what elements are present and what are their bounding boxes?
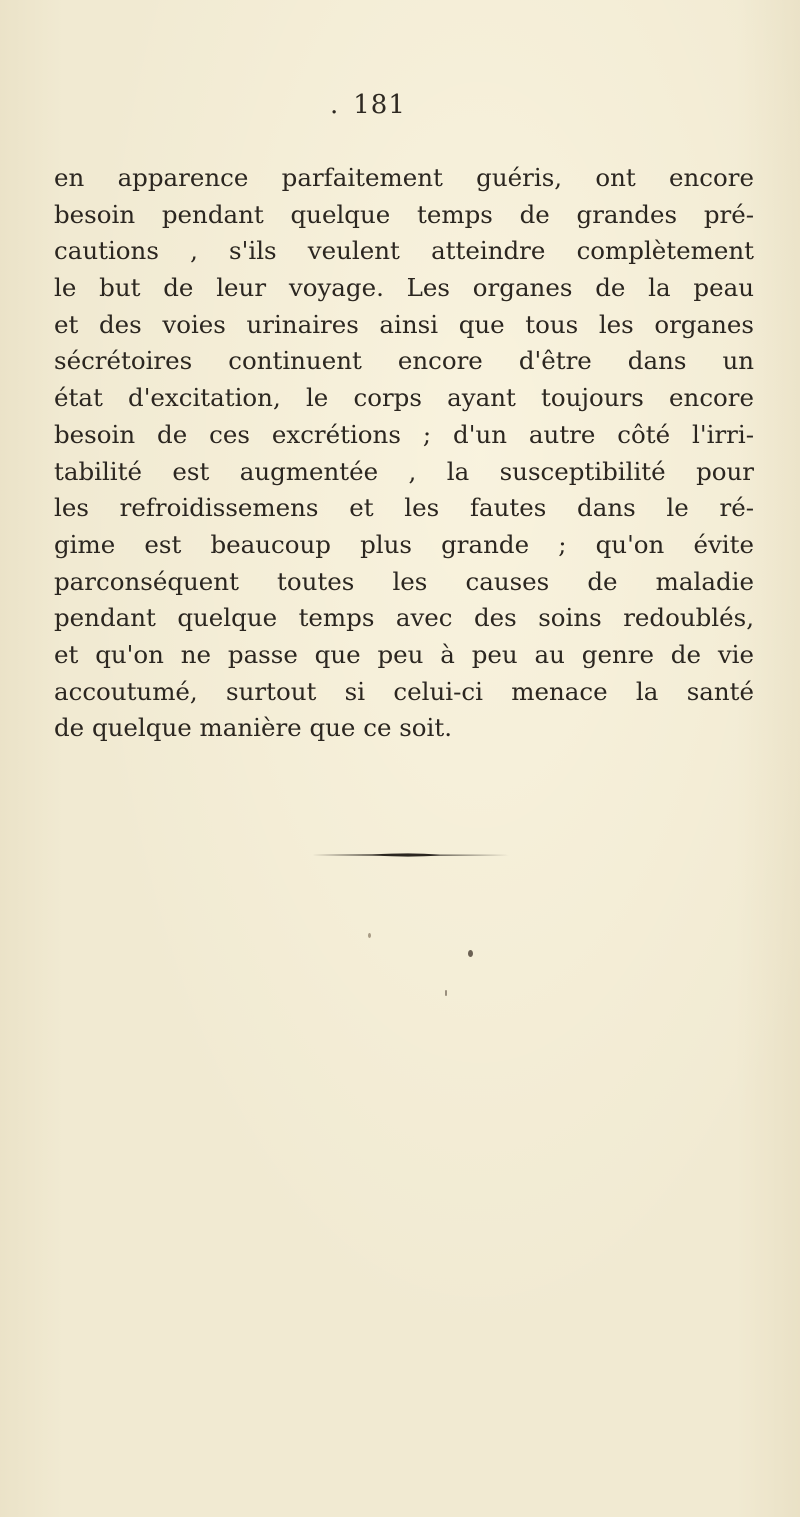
end-ornament-rule [312, 853, 512, 857]
text-line-7: état d'excitation, le corps ayant toujours encore [54, 383, 754, 413]
text-line-4: le but de leur voyage. Les organes de la peau [54, 273, 754, 303]
text-line-15: accoutumé, surtout si celui-ci menace la santé [54, 676, 754, 706]
text-line-13: pendant quelque temps avec des soins redoublés, [54, 603, 754, 633]
text-line-1: en apparence parfaitement guéris, ont encore [54, 163, 754, 192]
text-line-8: besoin de ces excrétions ; d'un autre côté l'irri- [54, 419, 754, 449]
text-line-14: et qu'on ne passe que peu à peu au genre de vie [54, 639, 754, 669]
text-line-12: parconséquent toutes les causes de maladie [54, 566, 754, 596]
page-number-prefix: . [330, 90, 340, 120]
text-line-6: sécrétoires continuent encore d'être dans un [54, 346, 754, 376]
paper-speck [468, 950, 473, 957]
text-line-11: gime est beaucoup plus grande ; qu'on évite [54, 529, 754, 559]
text-line-5: et des voies urinaires ainsi que tous les organes [54, 309, 754, 339]
text-line-10: les refroidissemens et les fautes dans le ré- [54, 493, 754, 523]
text-line-16: de quelque manière que ce soit. [54, 713, 453, 743]
paper-speck [368, 933, 371, 938]
page-number-value: 181 [353, 90, 406, 120]
paper-speck [445, 990, 447, 996]
text-line-3: cautions , s'ils veulent atteindre complètement [54, 236, 754, 266]
body-paragraph [54, 160, 754, 747]
text-line-9: tabilité est augmentée , la susceptibilité pour [54, 456, 754, 486]
page-number [330, 90, 406, 120]
text-line-2: besoin pendant quelque temps de grandes pré- [54, 199, 754, 229]
